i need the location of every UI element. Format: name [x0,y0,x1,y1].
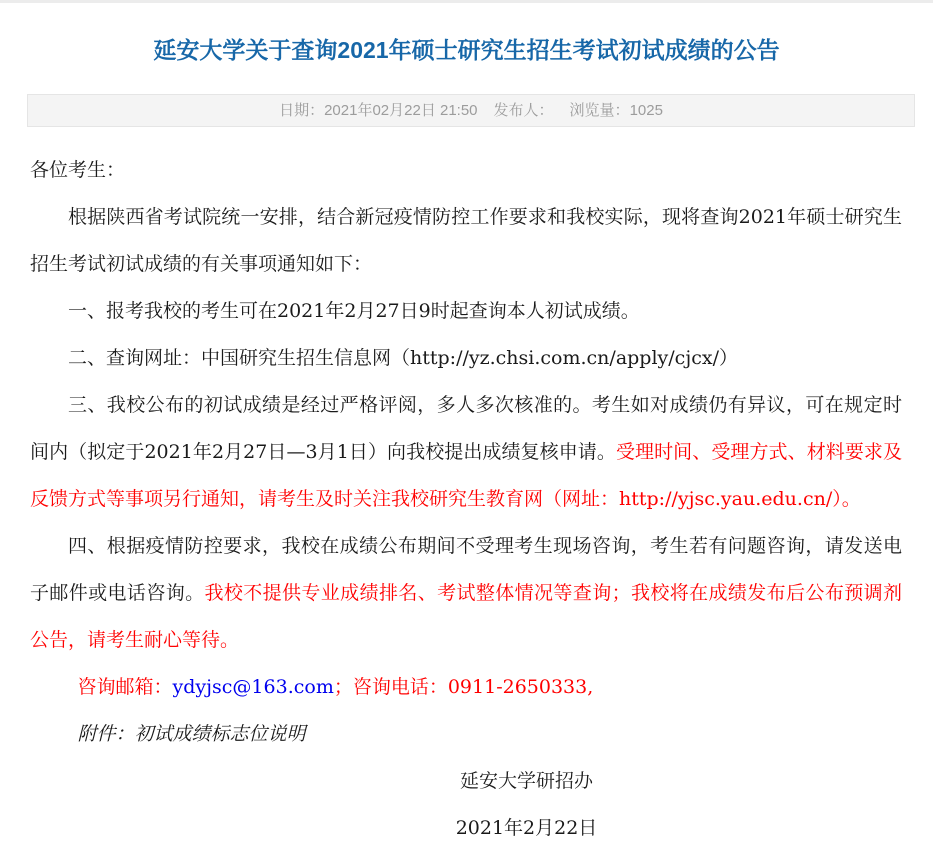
meta-views-value: 1025 [629,102,663,119]
meta-publisher-label: 发布人： [493,102,554,119]
paragraph-segment: 根据陕西省考试院统一安排，结合新冠疫情防控工作要求和我校实际，现将查询2021年硕士研究生招生考试初试成绩的有关事项通知如下： [30,206,902,275]
email-link[interactable]: ydyjsc@163.com [172,676,334,698]
signature-block [30,758,902,852]
contact-line [30,664,902,711]
paragraph-segment: 四、根据疫情防控要求，我校在成绩公布期间不受理考生现场咨询，考生若有问题咨询，请发送电子邮件或电话咨询。 [30,535,902,604]
signature: 延安大学研招办 [459,770,593,792]
paragraph [30,288,902,335]
paragraph [30,147,902,194]
meta-bar [27,94,915,127]
paragraph-segment: 二、查询网址：中国研究生招生信息网（http://yz.chsi.com.cn/apply/cjcx/） [68,347,738,369]
signature-date: 2021年2月22日 [455,817,598,839]
paragraph-segment: 三、我校公布的初试成绩是经过严格评阅，多人多次核准的。考生如对成绩仍有异议，可在规定时间内（拟定于2021年2月27日—3月1日）向我校提出成绩复核申请。 [30,394,902,463]
paragraph [30,194,902,288]
announcement-article [30,127,902,852]
top-rule [0,0,933,3]
phone-text: ；咨询电话：0911-2650333, [333,676,594,698]
paragraph-segment: 我校不提供专业成绩排名、考试整体情况等查询；我校将在成绩发布后公布预调剂公告，请考生耐心等待。 [30,582,902,651]
paragraph [30,382,902,523]
article-body [30,147,902,664]
page-title: 延安大学关于查询2021年硕士研究生招生考试初试成绩的公告 [153,37,780,63]
paragraph-segment: 各位考生： [30,159,126,181]
email-label: 咨询邮箱： [77,676,173,698]
attachment-line: 附件：初试成绩标志位说明 [77,723,306,745]
paragraph-segment: 受理时间、受理方式、材料要求及反馈方式等事项另行通知，请考生及时关注我校研究生教育网（网址：http://yjsc.yau.edu.cn/）。 [30,441,902,510]
meta-date-label: 日期： [279,102,325,119]
meta-date-value: 2021年02月22日 21:50 [324,102,478,119]
paragraph [30,335,902,382]
meta-views-label: 浏览量： [569,102,630,119]
paragraph [30,523,902,664]
paragraph-segment: 一、报考我校的考生可在2021年2月27日9时起查询本人初试成绩。 [68,300,640,322]
